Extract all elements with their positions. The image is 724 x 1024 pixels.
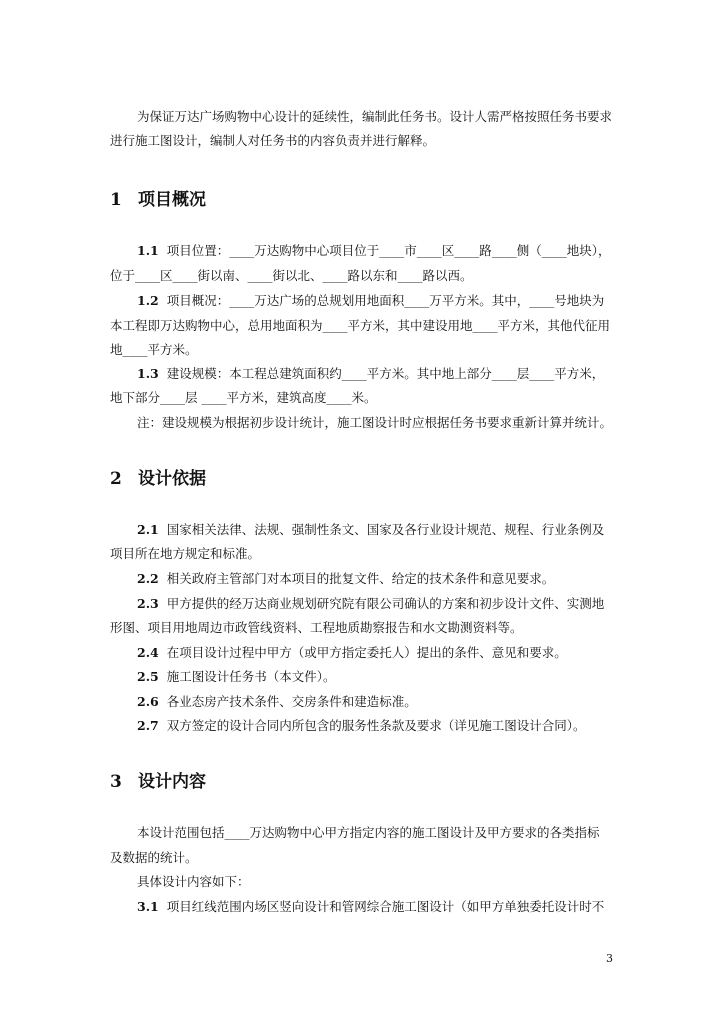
para-1-1-number: 1.1 [137,243,159,258]
section-3-intro-line-1: 本设计范围包括____万达购物中心甲方指定内容的施工图设计及甲方要求的各类指标 [137,825,600,840]
para-1-1-text: 项目位置：____万达购物中心项目位于____市____区____路____侧（____地块）， [166,243,611,258]
para-1-1-line-2: 位于____区____街以南、____街以北、____路以东和____路以西。 [110,268,473,283]
para-2-5-line-1 [137,669,614,685]
section-3-title: 设计内容 [138,772,206,792]
para-2-2-text: 相关政府主管部门对本项目的批复文件、给定的技术条件和意见要求。 [166,571,555,586]
section-3-heading [110,771,206,793]
para-2-7-number: 2.7 [137,718,159,733]
para-1-2-text: 项目概况：____万达广场的总规划用地面积____万平方米。其中，____号地块为 [166,293,605,308]
para-2-4-line-1 [137,645,614,661]
section-2-number: 2 [110,469,122,489]
para-1-3-line-2: 地下部分____层 ____平方米，建筑高度____米。 [110,390,377,405]
para-2-6-number: 2.6 [137,694,159,709]
para-2-3-line-1 [137,596,614,612]
section-3-intro-line-2: 及数据的统计。 [110,850,198,865]
para-1-2-line-2: 本工程即万达购物中心，总用地面积为____平方米，其中建设用地____平方米，其他代征用 [110,318,611,333]
para-2-5-number: 2.5 [137,669,159,684]
intro-line-2: 进行施工图设计，编制人对任务书的内容负责并进行解释。 [110,133,436,148]
para-3-1-line-1 [137,899,614,915]
para-2-3-number: 2.3 [137,596,159,611]
para-2-1-number: 2.1 [137,522,159,537]
para-2-7-text: 双方签定的设计合同内所包含的服务性条款及要求（详见施工图设计合同）。 [166,718,586,733]
page-number: 3 [606,952,613,965]
para-2-6-line-1 [137,694,614,710]
intro-line-1: 为保证万达广场购物中心设计的延续性，编制此任务书。设计人需严格按照任务书要求 [137,109,613,124]
para-2-4-number: 2.4 [137,645,159,660]
para-3-1-text: 项目红线范围内场区竖向设计和管网综合施工图设计（如甲方单独委托设计时不 [166,899,605,914]
section-2-heading [110,468,206,490]
para-2-3-text: 甲方提供的经万达商业规划研究院有限公司确认的方案和初步设计文件、实测地 [166,596,605,611]
section-2-title: 设计依据 [138,469,206,489]
section-1-number: 1 [110,190,122,210]
para-2-6-text: 各业态房产技术条件、交房条件和建造标准。 [166,694,417,709]
para-2-4-text: 在项目设计过程中甲方（或甲方指定委托人）提出的条件、意见和要求。 [166,645,567,660]
para-1-3-text: 建设规模：本工程总建筑面积约____平方米。其中地上部分____层____平方米， [166,366,605,381]
para-2-5-text: 施工图设计任务书（本文件）。 [166,669,336,684]
para-1-2-number: 1.2 [137,293,159,308]
para-3-1-number: 3.1 [137,899,159,914]
para-2-1-line-1 [137,522,614,538]
para-2-3-line-2: 形图、项目用地周边市政管线资料、工程地质勘察报告和水文勘测资料等。 [110,620,523,635]
para-2-7-line-1 [137,718,614,734]
para-1-3-line-1 [137,366,614,382]
para-1-1-line-1 [137,243,614,259]
para-2-2-line-1 [137,571,614,587]
para-2-1-line-2: 项目所在地方规定和标准。 [110,546,261,561]
section-3-number: 3 [110,772,122,792]
para-1-3-number: 1.3 [137,366,159,381]
para-1-2-line-1 [137,293,614,309]
para-2-1-text: 国家相关法律、法规、强制性条文、国家及各行业设计规范、规程、行业条例及 [166,522,605,537]
section-3-intro-line-3: 具体设计内容如下： [137,874,250,889]
section-1-heading [110,189,206,211]
para-2-2-number: 2.2 [137,571,159,586]
note-line: 注：建设规模为根据初步设计统计，施工图设计时应根据任务书要求重新计算并统计。 [137,415,613,430]
para-1-2-line-3: 地____平方米。 [110,342,198,357]
section-1-title: 项目概况 [138,190,206,210]
